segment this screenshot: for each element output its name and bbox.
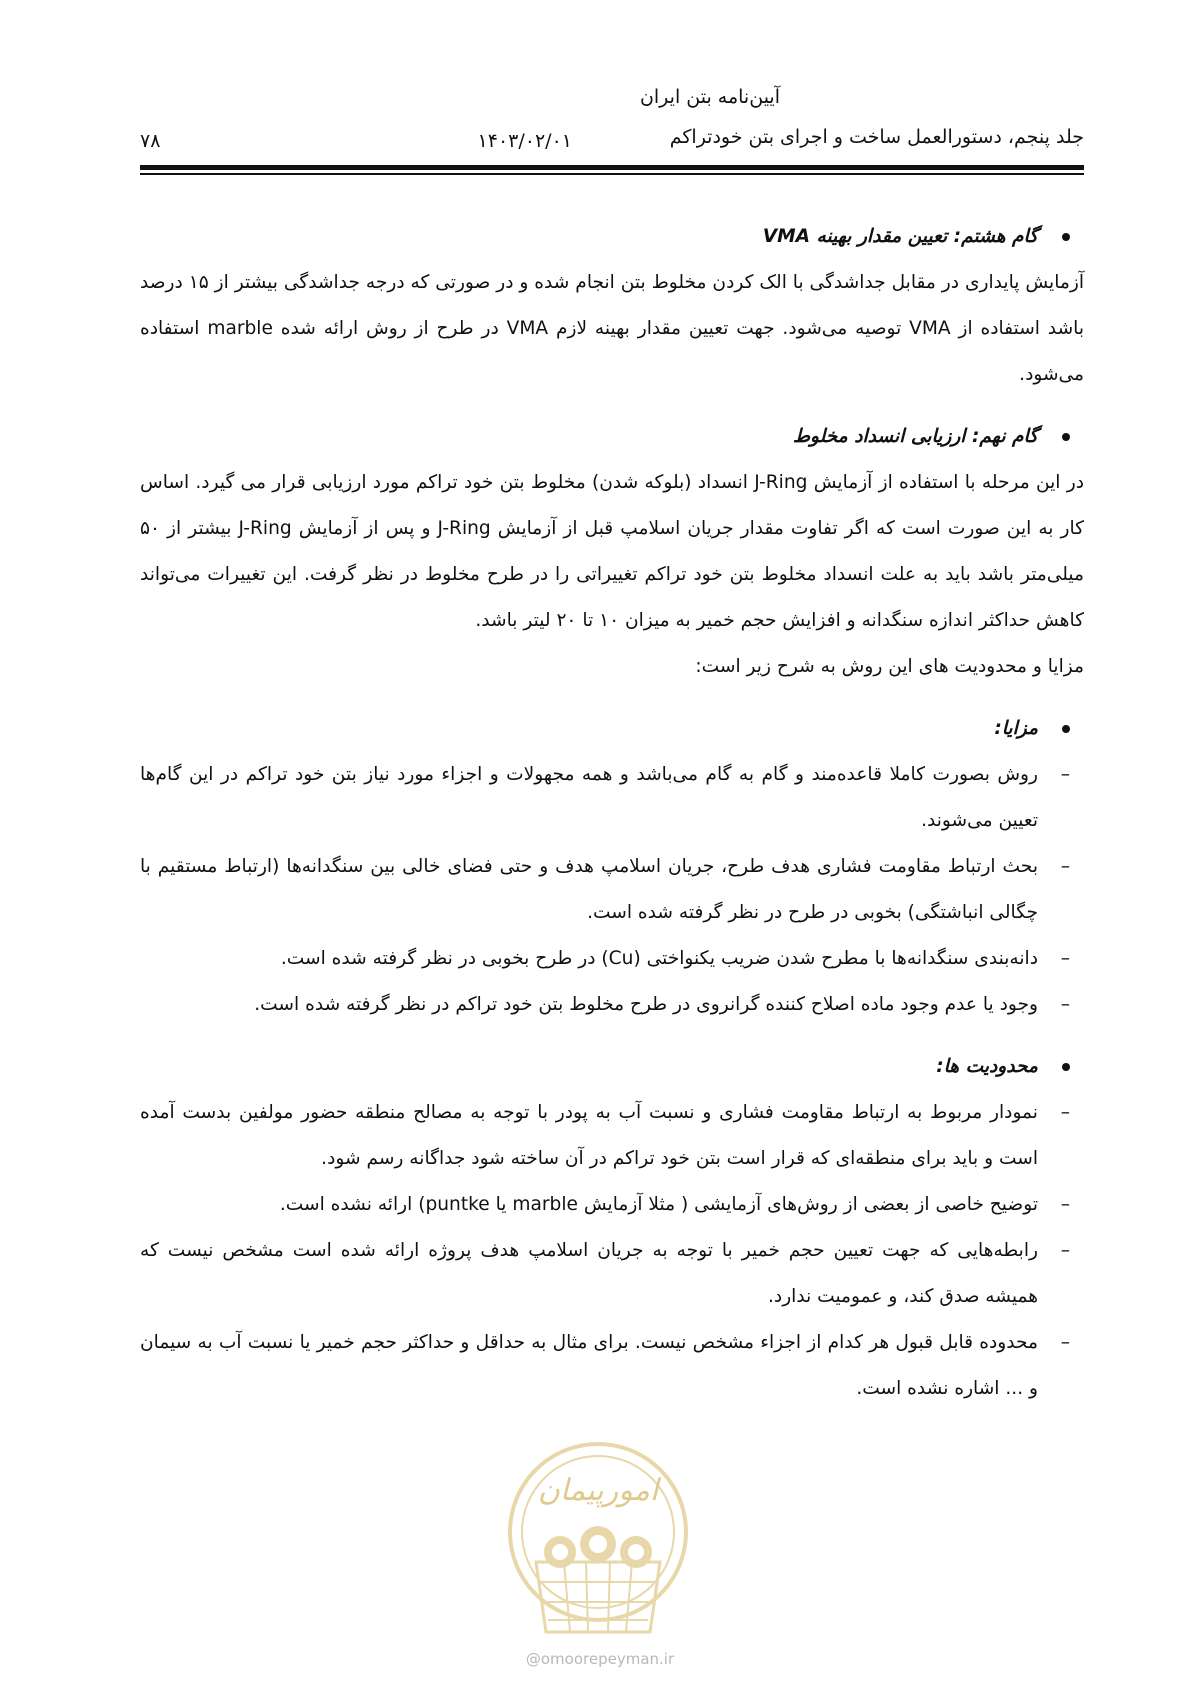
- list-item: – محدوده قابل قبول هر کدام از اجزاء مشخص نیست. برای مثال به حداقل و حداکثر حجم خمیر یا نسبت آب به سیمان و ... اشاره نشده است.: [140, 1320, 1084, 1412]
- list-item: – نمودار مربوط به ارتباط مقاومت فشاری و نسبت آب به پودر با توجه به مصالح منطقه حضور مولفین بدست آمده است و باید برای منطقه‌ای که قرار است بتن خود تراکم در آن ساخته شود جداگانه رسم شود.: [140, 1090, 1084, 1182]
- list-item: – روش بصورت کاملا قاعده‌مند و گام به گام می‌باشد و همه مجهولات و اجزاء مورد نیاز بتن خود تراکم در این گام‌ها تعیین می‌شوند.: [140, 752, 1084, 844]
- step-8-heading: گام هشتم: تعیین مقدار بهینه VMA: [140, 214, 1084, 260]
- header-date: ۱۴۰۳/۰۲/۰۱: [477, 130, 572, 152]
- step-9-intro: مزایا و محدودیت های این روش به شرح زیر است:: [695, 656, 1084, 677]
- watermark-site: @omoorepeyman.ir: [525, 1650, 675, 1668]
- list-item: – توضیح خاصی از بعضی از روش‌های آزمایشی ( مثلا آزمایش marble یا puntke) ارائه نشده است.: [140, 1182, 1084, 1228]
- advantages-heading: مزایا:: [140, 706, 1084, 752]
- list-item: – رابطه‌هایی که جهت تعیین حجم خمیر با توجه به جریان اسلامپ هدف پروژه ارائه شده است مشخص نیست که همیشه صدق کند، و عمومیت ندارد.: [140, 1228, 1084, 1320]
- section-advantages: [140, 706, 1084, 1028]
- book-title: آیین‌نامه بتن ایران: [639, 86, 780, 108]
- section-limitations: [140, 1044, 1084, 1412]
- list-item: – بحث ارتباط مقاومت فشاری هدف طرح، جریان اسلامپ هدف و حتی فضای خالی بین سنگدانه‌ها (ارتباط مستقیم با چگالی انباشتگی) بخوبی در طرح در نظر گرفته شده است.: [140, 844, 1084, 936]
- main-content: [140, 214, 1084, 1412]
- section-step-9: [140, 414, 1084, 690]
- watermark-logo-text: امورپیمان: [537, 1473, 659, 1508]
- list-item: – دانه‌بندی سنگدانه‌ها با مطرح شدن ضریب یکنواختی (Cu) در طرح بخوبی در نظر گرفته شده است.: [140, 936, 1084, 982]
- section-step-8: [140, 214, 1084, 398]
- step-8-text: آزمایش پایداری در مقابل جداشدگی با الک کردن مخلوط بتن انجام شده و در صورتی که درجه جداشدگی بیشتر از ۱۵ درصد باشد استفاده از VMA توصیه می‌شود. جهت تعیین مقدار بهینه لازم VMA در طرح از روش ارائه شده marble استفاده می‌شود.: [140, 272, 1084, 385]
- page-header: [140, 78, 1084, 168]
- watermark-logo-icon: [500, 1432, 696, 1652]
- header-rule-thick: [140, 165, 1084, 170]
- page-number: ۷۸: [140, 130, 161, 152]
- advantages-list: [140, 752, 1084, 1028]
- volume-title: جلد پنجم، دستورالعمل ساخت و اجرای بتن خودتراکم: [669, 126, 1084, 148]
- list-item: – وجود یا عدم وجود ماده اصلاح کننده گرانروی در طرح مخلوط بتن خود تراکم در نظر گرفته شده است.: [140, 982, 1084, 1028]
- step-9-text: در این مرحله با استفاده از آزمایش J-Ring انسداد (بلوکه شدن) مخلوط بتن خود تراکم مورد ارزیابی قرار می گیرد. اساس کار به این صورت است که اگر تفاوت مقدار جریان اسلامپ قبل از آزمایش J-Ring و پس از آزمایش J-Ring بیشتر از ۵۰ میلی‌متر باشد باید به علت انسداد مخلوط بتن خود تراکم تغییراتی را در طرح مخلوط در نظر گرفت. این تغییرات می‌تواند کاهش حداکثر اندازه سنگدانه و افزایش حجم خمیر به میزان ۱۰ تا ۲۰ لیتر باشد.: [140, 472, 1084, 631]
- limitations-heading: محدودیت ها:: [140, 1044, 1084, 1090]
- header-rule-thin: [140, 173, 1084, 175]
- step-9-heading: گام نهم: ارزیابی انسداد مخلوط: [140, 414, 1084, 460]
- limitations-list: [140, 1090, 1084, 1412]
